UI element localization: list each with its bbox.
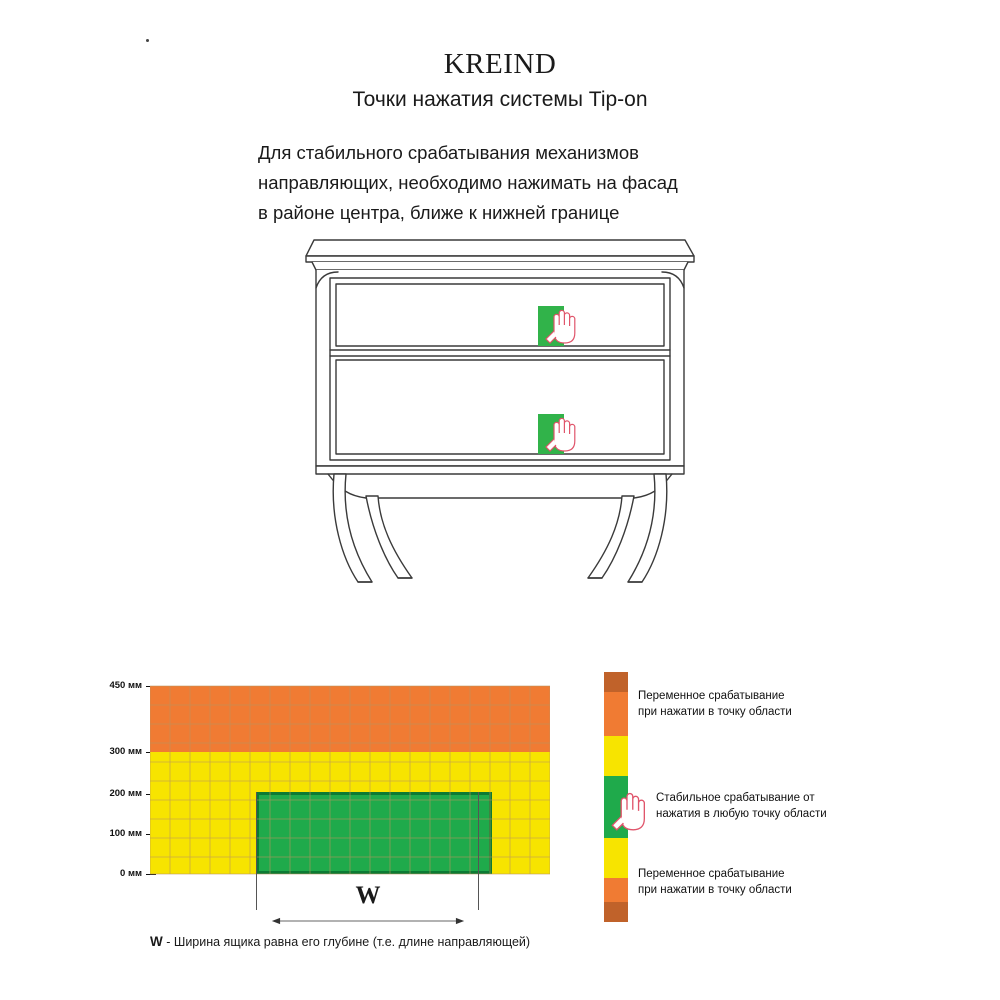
legend-swatch-orange-dark-top	[604, 672, 628, 692]
intro-line-1: Для стабильного срабатывания механизмов	[258, 142, 639, 163]
hand-cursor-icon	[544, 417, 578, 453]
lower-drawer-press-point	[538, 414, 564, 454]
legend-swatch-orange-bottom	[604, 878, 628, 902]
footnote-symbol: W	[150, 934, 163, 949]
width-footnote	[150, 934, 670, 949]
heatmap-band-orange	[150, 686, 550, 752]
legend-item-variable-bottom	[638, 866, 792, 898]
width-label: W	[355, 882, 381, 909]
page-subtitle: Точки нажатия системы Tip-on	[352, 88, 648, 111]
press-zone-heatmap	[150, 672, 550, 882]
legend-swatch-yellow-top	[604, 736, 628, 776]
ytick-label-100: 100 мм	[109, 828, 142, 839]
hand-cursor-icon	[610, 792, 648, 832]
legend-item-variable-top-line-1: Переменное срабатывание	[638, 690, 785, 702]
nightstand-illustration	[280, 228, 720, 600]
legend-item-variable-top	[638, 688, 792, 720]
legend-swatch-orange-top	[604, 692, 628, 736]
upper-drawer-press-point	[538, 306, 564, 346]
intro-line-3: в районе центра, ближе к нижней границе	[258, 202, 620, 223]
width-dimension	[253, 884, 483, 928]
legend-swatch-orange-dark-bottom	[604, 902, 628, 922]
legend-item-variable-bottom-line-2: при нажатии в точку области	[638, 884, 792, 896]
page-title: KREIND	[443, 48, 557, 80]
ytick-label-450: 450 мм	[109, 680, 142, 691]
legend-item-variable-bottom-line-1: Переменное срабатывание	[638, 868, 785, 880]
legend-item-variable-top-line-2: при нажатии в точку области	[638, 706, 792, 718]
ytick-label-200: 200 мм	[109, 788, 142, 799]
heatmap-stable-zone	[256, 792, 492, 874]
legend	[604, 672, 934, 922]
stray-dot-mark	[146, 39, 149, 42]
intro-paragraph	[258, 138, 778, 228]
intro-line-2: направляющих, необходимо нажимать на фасад	[258, 172, 678, 193]
legend-item-stable-line-1: Стабильное срабатывание от	[656, 792, 815, 804]
legend-item-stable-line-2: нажатия в любую точку области	[656, 808, 827, 820]
hand-cursor-icon	[544, 309, 578, 345]
ytick-label-0: 0 мм	[120, 868, 142, 879]
ytick-label-300: 300 мм	[109, 746, 142, 757]
legend-item-stable	[656, 790, 827, 822]
dimension-arrow	[253, 916, 483, 926]
footnote-text: - Ширина ящика равна его глубине (т.е. длине направляющей)	[162, 935, 531, 949]
legend-swatch-yellow-bottom	[604, 838, 628, 878]
